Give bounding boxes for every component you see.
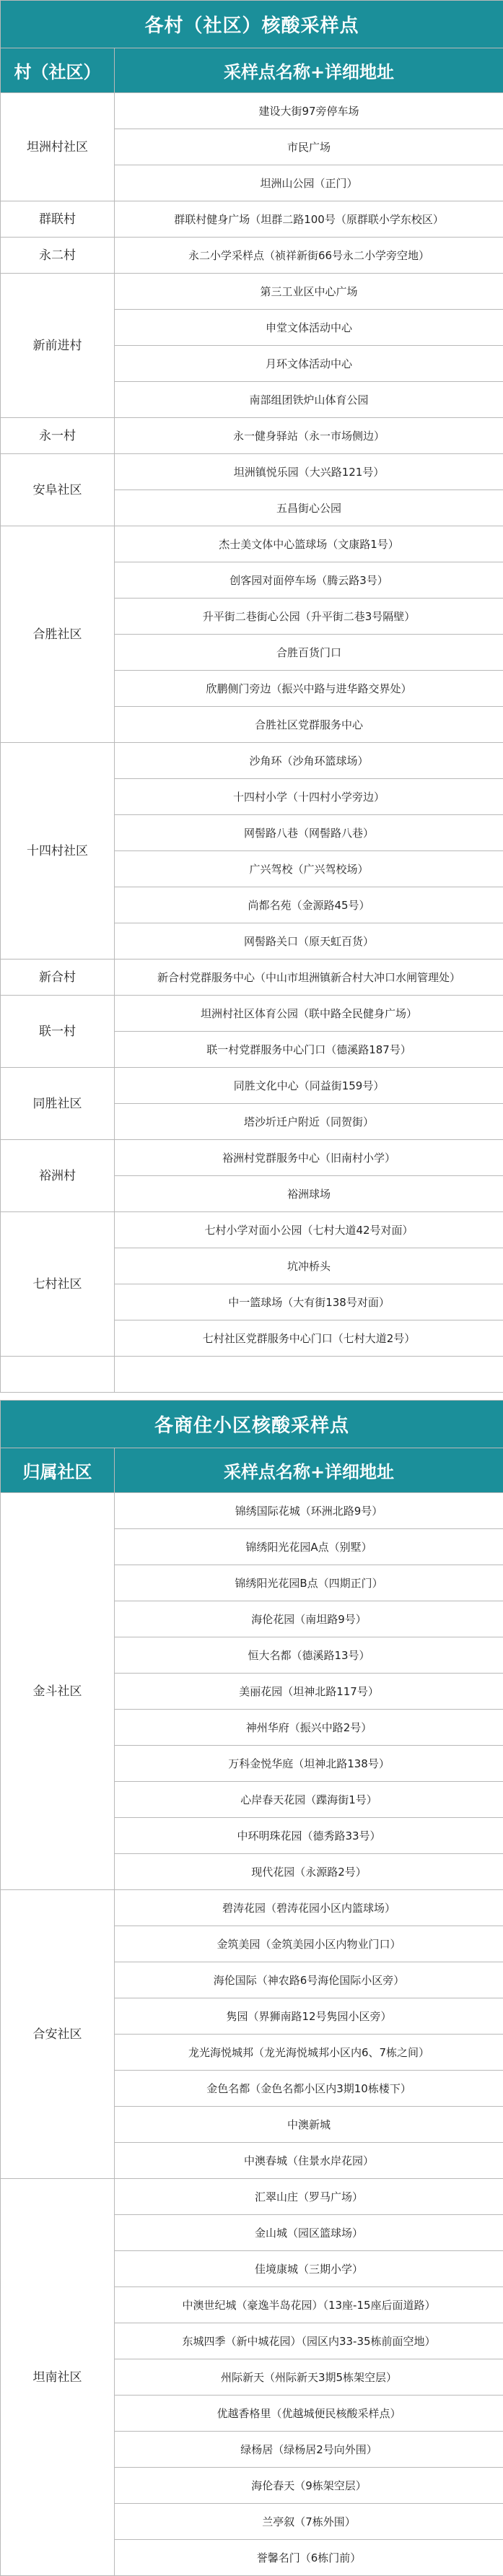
site-cell: 神州华府（振兴中路2号） — [115, 1710, 503, 1746]
site-cell: 沙角环（沙角环篮球场） — [115, 743, 503, 779]
site-cell: 七村社区党群服务中心门口（七村大道2号） — [115, 1320, 503, 1357]
site-cell: 十四村小学（十四村小学旁边） — [115, 779, 503, 815]
table-row — [1, 93, 503, 129]
site-cell: 锦绣阳光花园A点（别墅） — [115, 1529, 503, 1565]
column-header-site: 采样点名称+详细地址 — [115, 1448, 503, 1493]
table-row — [1, 526, 503, 562]
group-name-cell: 合胜社区 — [1, 526, 115, 743]
table-row — [1, 996, 503, 1032]
blank-row — [1, 1357, 503, 1393]
blank-cell — [1, 1357, 115, 1393]
site-cell: 美丽花园（坦神北路117号） — [115, 1674, 503, 1710]
site-cell: 恒大名都（德溪路13号） — [115, 1637, 503, 1674]
site-cell: 合胜百货门口 — [115, 635, 503, 671]
site-cell: 碧涛花园（碧涛花园小区内篮球场） — [115, 1890, 503, 1926]
site-cell: 中一篮球场（大有街138号对面） — [115, 1284, 503, 1320]
table-row — [1, 238, 503, 274]
group-name-cell: 七村社区 — [1, 1212, 115, 1357]
group-name-cell: 联一村 — [1, 996, 115, 1068]
site-cell: 申堂文体活动中心 — [115, 310, 503, 346]
table-row — [1, 1140, 503, 1176]
site-cell: 坑冲桥头 — [115, 1248, 503, 1284]
site-cell: 升平街二巷街心公园（升平街二巷3号隔壁） — [115, 599, 503, 635]
site-cell: 坦洲村社区体育公园（联中路全民健身广场） — [115, 996, 503, 1032]
table-row — [1, 1493, 503, 1529]
table-row — [1, 201, 503, 238]
group-name-cell: 新合村 — [1, 960, 115, 996]
site-cell: 龙光海悦城邦（龙光海悦城邦小区内6、7栋之间） — [115, 2035, 503, 2071]
site-cell: 隽园（界狮南路12号隽园小区旁） — [115, 1998, 503, 2035]
site-cell: 永二小学采样点（祯祥新街66号永二小学旁空地） — [115, 238, 503, 274]
group-name-cell: 新前进村 — [1, 274, 115, 418]
group-name-cell: 安阜社区 — [1, 454, 115, 526]
site-cell: 第三工业区中心广场 — [115, 274, 503, 310]
group-name-cell: 十四村社区 — [1, 743, 115, 960]
site-cell: 锦绣阳光花园B点（四期正门） — [115, 1565, 503, 1601]
site-cell: 裕洲球场 — [115, 1176, 503, 1212]
group-name-cell: 坦洲村社区 — [1, 93, 115, 201]
site-cell: 汇翠山庄（罗马广场） — [115, 2179, 503, 2215]
table-row — [1, 960, 503, 996]
site-cell: 塔沙圻迁户附近（同贺街） — [115, 1104, 503, 1140]
site-cell: 欣鹏侧门旁边（振兴中路与进华路交界处） — [115, 671, 503, 707]
site-cell: 誉馨名门（6栋门前） — [115, 2540, 503, 2576]
section-title: 各商住小区核酸采样点 — [1, 1401, 503, 1448]
table-row — [1, 1212, 503, 1248]
site-cell: 南部组团铁炉山体育公园 — [115, 382, 503, 418]
site-cell: 创客园对面停车场（腾云路3号） — [115, 562, 503, 599]
group-name-cell: 合安社区 — [1, 1890, 115, 2179]
site-cell: 海伦花园（南坦路9号） — [115, 1601, 503, 1637]
group-name-cell: 裕洲村 — [1, 1140, 115, 1212]
group-name-cell: 永二村 — [1, 238, 115, 274]
column-header-group: 村（社区） — [1, 48, 115, 93]
site-cell: 新合村党群服务中心（中山市坦洲镇新合村大冲口水闸管理处） — [115, 960, 503, 996]
site-cell: 联一村党群服务中心门口（德溪路187号） — [115, 1032, 503, 1068]
site-cell: 佳境康城（三期小学） — [115, 2251, 503, 2287]
table-row — [1, 454, 503, 490]
site-cell: 网髻路八巷（网髻路八巷） — [115, 815, 503, 851]
section-gap — [0, 1393, 503, 1400]
site-cell: 裕洲村党群服务中心（旧南村小学） — [115, 1140, 503, 1176]
site-cell: 坦洲镇悦乐园（大兴路121号） — [115, 454, 503, 490]
site-cell: 群联村健身广场（坦群二路100号（原群联小学东校区） — [115, 201, 503, 238]
group-name-cell: 金斗社区 — [1, 1493, 115, 1890]
site-cell: 优越香格里（优越城便民核酸采样点） — [115, 2396, 503, 2432]
column-header-site: 采样点名称+详细地址 — [115, 48, 503, 93]
site-cell: 五昌街心公园 — [115, 490, 503, 526]
site-cell: 合胜社区党群服务中心 — [115, 707, 503, 743]
site-cell: 尚都名苑（金源路45号） — [115, 887, 503, 923]
site-cell: 中澳世纪城（豪逸半岛花园）（13座-15座后面道路） — [115, 2287, 503, 2323]
blank-cell — [115, 1357, 503, 1393]
site-cell: 州际新天（州际新天3期5栋架空层） — [115, 2359, 503, 2396]
table-row — [1, 1890, 503, 1926]
site-cell: 金山城（园区篮球场） — [115, 2215, 503, 2251]
site-cell: 海伦春天（9栋架空层） — [115, 2468, 503, 2504]
group-name-cell: 同胜社区 — [1, 1068, 115, 1140]
group-name-cell: 永一村 — [1, 418, 115, 454]
group-name-cell: 群联村 — [1, 201, 115, 238]
table-row — [1, 1068, 503, 1104]
site-cell: 万科金悦华庭（坦神北路138号） — [115, 1746, 503, 1782]
site-cell: 海伦国际（神农路6号海伦国际小区旁） — [115, 1962, 503, 1998]
site-cell: 杰士美文体中心篮球场（文康路1号） — [115, 526, 503, 562]
table-row — [1, 743, 503, 779]
site-cell: 金筑美园（金筑美园小区内物业门口） — [115, 1926, 503, 1962]
site-cell: 绿杨居（绿杨居2号向外围） — [115, 2432, 503, 2468]
site-cell: 兰亭叙（7栋外围） — [115, 2504, 503, 2540]
site-cell: 同胜文化中心（同益街159号） — [115, 1068, 503, 1104]
section-title: 各村（社区）核酸采样点 — [1, 1, 503, 48]
site-cell: 中澳春城（住景水岸花园） — [115, 2143, 503, 2179]
site-cell: 坦洲山公园（正门） — [115, 165, 503, 201]
column-header-group: 归属社区 — [1, 1448, 115, 1493]
site-cell: 广兴驾校（广兴驾校场） — [115, 851, 503, 887]
group-name-cell: 坦南社区 — [1, 2179, 115, 2576]
site-cell: 月环文体活动中心 — [115, 346, 503, 382]
table-row — [1, 418, 503, 454]
site-cell: 现代花园（永源路2号） — [115, 1854, 503, 1890]
residential-sites-table — [0, 1400, 503, 2576]
site-cell: 永一健身驿站（永一市场侧边） — [115, 418, 503, 454]
site-cell: 市民广场 — [115, 129, 503, 165]
table-row — [1, 274, 503, 310]
site-cell: 中环明珠花园（德秀路33号） — [115, 1818, 503, 1854]
site-cell: 七村小学对面小公园（七村大道42号对面） — [115, 1212, 503, 1248]
site-cell: 中澳新城 — [115, 2107, 503, 2143]
site-cell: 锦绣国际花城（环洲北路9号） — [115, 1493, 503, 1529]
site-cell: 金色名都（金色名都小区内3期10栋楼下） — [115, 2071, 503, 2107]
table-row — [1, 2179, 503, 2215]
site-cell: 东城四季（新中城花园）（园区内33-35栋前面空地） — [115, 2323, 503, 2359]
site-cell: 网髻路关口（原天虹百货） — [115, 923, 503, 960]
site-cell: 心岸春天花园（蹀海街1号） — [115, 1782, 503, 1818]
site-cell: 建设大街97旁停车场 — [115, 93, 503, 129]
